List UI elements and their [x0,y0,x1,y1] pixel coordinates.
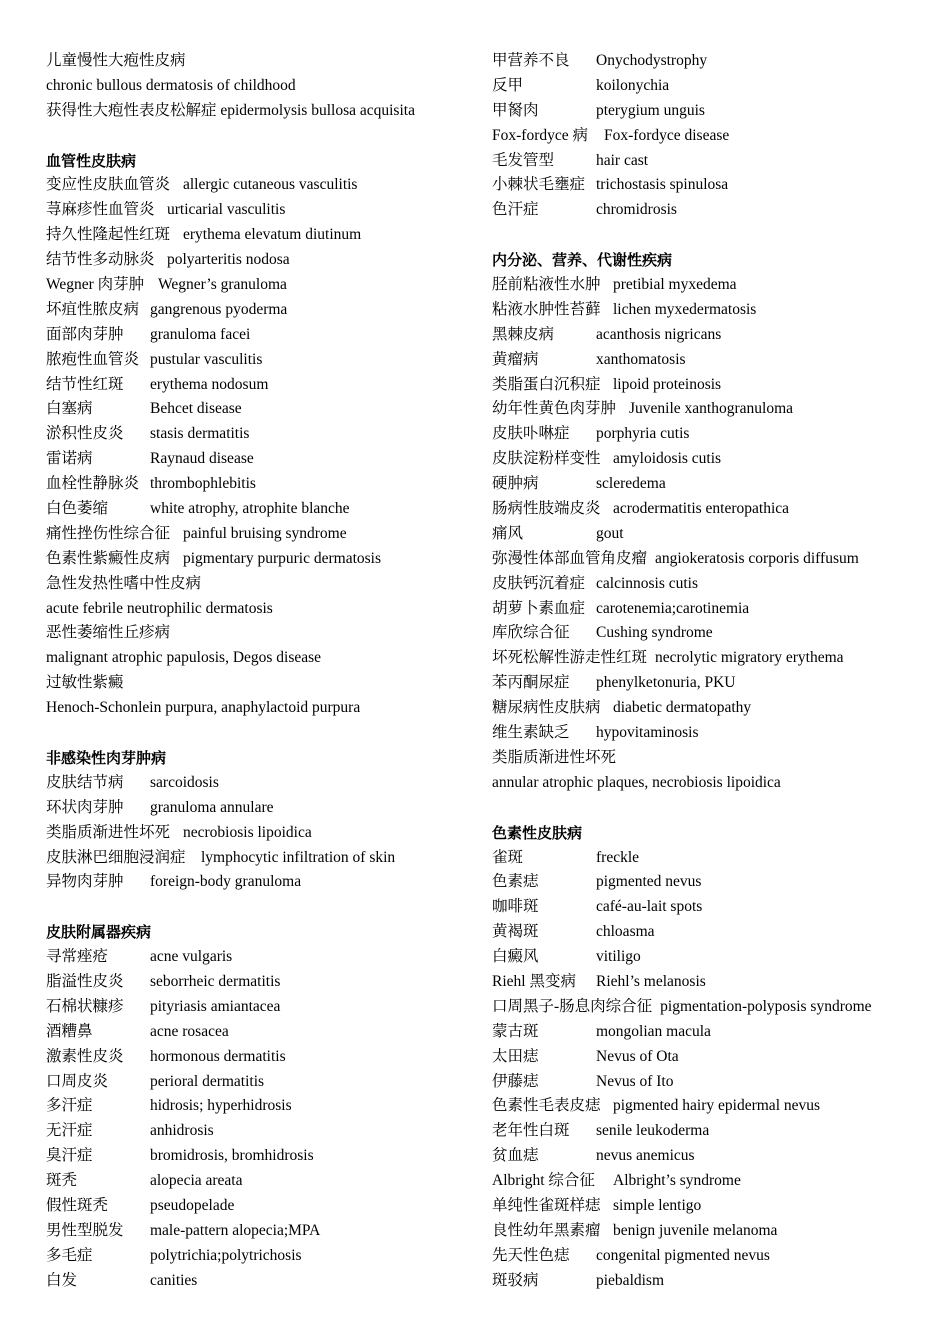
term-english: Juvenile xanthogranuloma [629,400,793,418]
term-chinese: 环状肉芽肿 [46,798,124,816]
term-line: 恶性萎缩性丘疹病 [46,624,171,642]
term-chinese: 痛风 [492,524,524,542]
term-chinese: 皮肤淀粉样变性 [492,450,601,468]
term-english: polytrichia;polytrichosis [150,1246,302,1264]
term-row [492,99,932,124]
term-english: congenital pigmented nevus [596,1246,770,1264]
term-line: annular atrophic plaques, necrobiosis lipoidica [492,773,781,791]
term-chinese: 贫血痣 [492,1147,539,1165]
term-row [492,1269,932,1294]
term-english: scleredema [596,475,666,493]
right-column [492,49,932,1294]
term-row [492,173,932,198]
term-row [46,1094,476,1119]
term-chinese: 变应性皮肤血管炎 [46,176,171,194]
term-chinese: 胡萝卜素血症 [492,599,586,617]
term-row [492,124,932,149]
term-row [46,173,476,198]
term-chinese: 脓疱性血管炎 [46,350,140,368]
term-chinese: 淤积性皮炎 [46,425,124,443]
term-row [46,348,476,373]
term-english: pterygium unguis [596,101,705,119]
term-row [492,522,932,547]
term-english: phenylketonuria, PKU [596,674,736,692]
term-english: Cushing syndrome [596,624,713,642]
term-english: café-au-lait spots [596,898,703,916]
term-english: necrobiosis lipoidica [183,823,312,841]
term-row [46,796,476,821]
term-english: pigmented hairy epidermal nevus [613,1097,821,1115]
term-english: piebaldism [596,1271,665,1289]
term-chinese: 痛性挫伤性综合征 [46,524,171,542]
term-chinese: 假性斑秃 [46,1196,109,1214]
term-chinese: 色汗症 [492,201,539,219]
term-chinese: 石棉状糠疹 [46,997,124,1015]
term-chinese: 先天性色痣 [492,1246,570,1264]
term-english: angiokeratosis corporis diffusum [655,549,859,567]
term-row [46,1244,476,1269]
term-english: xanthomatosis [596,350,686,368]
term-english: anhidrosis [150,1122,214,1140]
term-chinese: 毛发管型 [492,151,555,169]
term-line: Henoch-Schonlein purpura, anaphylactoid purpura [46,699,361,717]
term-line: 获得性大疱性表皮松解症 epidermolysis bullosa acquisita [46,101,415,119]
term-row [492,846,932,871]
term-row [492,1045,932,1070]
term-chinese: 皮肤钙沉着症 [492,574,586,592]
term-english: diabetic dermatopathy [613,699,752,717]
term-row [492,597,932,622]
left-column [46,49,476,1294]
term-english: alopecia areata [150,1172,243,1190]
term-row [492,373,932,398]
term-english: Riehl’s melanosis [596,972,706,990]
term-chinese: 太田痣 [492,1047,539,1065]
term-chinese: Riehl 黑变病 [492,972,576,990]
term-row [46,298,476,323]
term-chinese: 白发 [46,1271,78,1289]
term-chinese: 皮肤淋巴细胞浸润症 [46,848,186,866]
term-chinese: 皮肤结节病 [46,773,124,791]
term-row [46,1070,476,1095]
term-english: mongolian macula [596,1022,711,1040]
term-row [46,223,476,248]
term-chinese: 斑秃 [46,1172,78,1190]
term-row [492,721,932,746]
term-row [46,995,476,1020]
term-english: lichen myxedermatosis [613,300,757,318]
term-english: koilonychia [596,76,670,94]
term-english: acrodermatitis enteropathica [613,500,790,518]
term-row [492,895,932,920]
term-row [46,821,476,846]
term-chinese: 白色萎缩 [46,500,109,518]
term-chinese: 雀斑 [492,848,524,866]
term-row [46,870,476,895]
term-row [46,273,476,298]
term-english: Raynaud disease [150,450,254,468]
term-line: malignant atrophic papulosis, Degos disease [46,649,322,667]
section-heading: 非感染性肉芽肿病 [46,748,167,767]
term-row [492,1070,932,1095]
term-row [492,970,932,995]
term-english: canities [150,1271,198,1289]
term-english: gout [596,524,624,542]
term-row [492,472,932,497]
term-row [492,646,932,671]
section-heading: 血管性皮肤病 [46,151,137,170]
section-heading: 皮肤附属器疾病 [46,923,152,942]
term-english: benign juvenile melanoma [613,1221,778,1239]
section-heading: 内分泌、营养、代谢性疾病 [492,251,673,270]
term-english: erythema nodosum [150,375,269,393]
term-chinese: 黄褐斑 [492,923,539,941]
term-english: pustular vasculitis [150,350,263,368]
term-chinese: 小棘状毛壅症 [492,176,586,194]
term-row [492,1020,932,1045]
term-row [46,1020,476,1045]
term-chinese: 维生素缺乏 [492,724,570,742]
term-english: pretibial myxedema [613,276,737,294]
term-line: 类脂质渐进性坏死 [492,748,617,766]
term-row [46,248,476,273]
term-chinese: 脂溢性皮炎 [46,972,124,990]
term-chinese: 口周黑子-肠息肉综合征 [492,997,653,1015]
term-english: vitiligo [596,948,641,966]
term-row [46,1045,476,1070]
term-english: gangrenous pyoderma [150,300,288,318]
term-row [492,298,932,323]
term-chinese: 色素痣 [492,873,539,891]
term-english: lipoid proteinosis [613,375,722,393]
term-row [492,920,932,945]
term-chinese: Albright 综合征 [492,1172,595,1190]
term-line: acute febrile neutrophilic dermatosis [46,599,273,617]
term-english: acne rosacea [150,1022,229,1040]
term-chinese: 单纯性雀斑样痣 [492,1196,601,1214]
term-chinese: 臭汗症 [46,1147,93,1165]
term-row [492,1169,932,1194]
term-english: senile leukoderma [596,1122,710,1140]
term-chinese: 弥漫性体部血管角皮瘤 [492,549,648,567]
term-chinese: 伊藤痣 [492,1072,539,1090]
term-row [46,970,476,995]
term-row [46,323,476,348]
term-chinese: 多汗症 [46,1097,93,1115]
term-row [46,945,476,970]
term-english: pigmentary purpuric dermatosis [183,549,382,567]
term-row [492,273,932,298]
term-row [46,771,476,796]
term-row [492,323,932,348]
term-chinese: 幼年性黄色肉芽肿 [492,400,617,418]
term-english: acanthosis nigricans [596,325,722,343]
term-chinese: 苯丙酮尿症 [492,674,570,692]
term-chinese: 咖啡斑 [492,898,539,916]
term-chinese: 持久性隆起性红斑 [46,226,171,244]
term-row [492,621,932,646]
term-chinese: 无汗症 [46,1122,93,1140]
term-chinese: 粘液水肿性苔藓 [492,300,601,318]
term-english: pigmented nevus [596,873,702,891]
term-line: 过敏性紫癜 [46,674,124,692]
term-english: simple lentigo [613,1196,702,1214]
term-english: perioral dermatitis [150,1072,265,1090]
term-english: urticarial vasculitis [167,201,286,219]
term-chinese: 肠病性肢端皮炎 [492,500,601,518]
term-english: chloasma [596,923,655,941]
term-row [46,846,476,871]
term-english: porphyria cutis [596,425,690,443]
term-line: 儿童慢性大疱性皮病 [46,52,186,69]
term-chinese: 酒糟鼻 [46,1022,93,1040]
term-row [492,74,932,99]
term-row [492,1219,932,1244]
term-chinese: Fox-fordyce 病 [492,126,588,144]
term-english: lymphocytic infiltration of skin [201,848,396,866]
term-english: freckle [596,848,640,866]
term-english: seborrheic dermatitis [150,972,281,990]
term-row [492,1144,932,1169]
blank-line [46,895,476,920]
term-chinese: 结节性多动脉炎 [46,251,155,269]
term-row [46,497,476,522]
term-chinese: 色素性紫癜性皮病 [46,549,171,567]
term-row [492,1119,932,1144]
term-row [46,1119,476,1144]
term-chinese: Wegner 肉芽肿 [46,276,145,294]
term-english: foreign-body granuloma [150,873,302,891]
term-english: Nevus of Ito [596,1072,674,1090]
term-row [46,547,476,572]
term-row [46,1144,476,1169]
term-english: granuloma facei [150,325,251,343]
term-english: erythema elevatum diutinum [183,226,362,244]
term-english: Albright’s syndrome [613,1172,741,1190]
term-chinese: 异物肉芽肿 [46,873,124,891]
term-chinese: 库欣综合征 [492,624,570,642]
term-chinese: 男性型脱发 [46,1221,124,1239]
term-chinese: 皮肤卟啉症 [492,425,570,443]
term-row [492,149,932,174]
term-english: hair cast [596,151,649,169]
term-chinese: 黄瘤病 [492,350,539,368]
term-chinese: 硬肿病 [492,475,539,493]
term-english: hypovitaminosis [596,724,699,742]
term-row [46,472,476,497]
term-row [492,572,932,597]
term-english: Nevus of Ota [596,1047,679,1065]
blank-line [492,796,932,821]
term-english: bromidrosis, bromhidrosis [150,1147,314,1165]
term-english: pigmentation-polyposis syndrome [660,997,872,1015]
term-english: granuloma annulare [150,798,274,816]
term-row [492,348,932,373]
term-chinese: 老年性白斑 [492,1122,570,1140]
term-row [46,373,476,398]
term-line: 急性发热性嗜中性皮病 [46,574,202,592]
blank-line [46,124,476,149]
term-chinese: 雷诺病 [46,450,93,468]
term-chinese: 结节性红斑 [46,375,124,393]
term-chinese: 糖尿病性皮肤病 [492,699,601,717]
term-chinese: 蒙古斑 [492,1022,539,1040]
term-row [46,1269,476,1294]
term-english: Behcet disease [150,400,242,418]
term-english: polyarteritis nodosa [167,251,290,269]
term-chinese: 黑棘皮病 [492,325,555,343]
term-english: nevus anemicus [596,1147,695,1165]
term-english: pityriasis amiantacea [150,997,281,1015]
term-chinese: 甲胬肉 [492,101,539,119]
term-english: chromidrosis [596,201,677,219]
term-chinese: 类脂蛋白沉积症 [492,375,601,393]
term-row [46,522,476,547]
term-english: amyloidosis cutis [613,450,722,468]
term-chinese: 白癜风 [492,948,539,966]
term-row [492,945,932,970]
term-line: chronic bullous dermatosis of childhood [46,76,296,94]
term-row [46,422,476,447]
term-row [492,995,932,1020]
term-english: hidrosis; hyperhidrosis [150,1097,292,1115]
term-chinese: 坏死松解性游走性红斑 [492,649,648,667]
term-row [492,49,932,74]
term-chinese: 面部肉芽肿 [46,325,124,343]
term-english: acne vulgaris [150,948,233,966]
term-row [46,447,476,472]
term-english: trichostasis spinulosa [596,176,729,194]
term-english: Fox-fordyce disease [604,126,730,144]
term-row [492,696,932,721]
term-chinese: 甲营养不良 [492,52,570,69]
term-english: painful bruising syndrome [183,524,347,542]
term-chinese: 胫前粘液性水肿 [492,276,601,294]
term-chinese: 激素性皮炎 [46,1047,124,1065]
term-english: thrombophlebitis [150,475,256,493]
term-english: male-pattern alopecia;MPA [150,1221,321,1239]
term-chinese: 色素性毛表皮痣 [492,1097,601,1115]
term-row [46,1194,476,1219]
blank-line [46,721,476,746]
term-row [492,397,932,422]
term-chinese: 白塞病 [46,400,93,418]
term-chinese: 多毛症 [46,1246,93,1264]
term-chinese: 寻常痤疮 [46,948,109,966]
term-row [492,1244,932,1269]
term-chinese: 斑驳病 [492,1271,539,1289]
term-row [492,1094,932,1119]
term-row [492,198,932,223]
term-chinese: 反甲 [492,76,524,94]
term-chinese: 血栓性静脉炎 [46,475,140,493]
term-chinese: 荨麻疹性血管炎 [46,201,155,219]
term-english: Onychodystrophy [596,52,708,69]
term-english: calcinnosis cutis [596,574,699,592]
term-row [492,497,932,522]
term-row [492,447,932,472]
term-row [492,422,932,447]
term-english: allergic cutaneous vasculitis [183,176,358,194]
term-chinese: 类脂质渐进性坏死 [46,823,171,841]
blank-line [492,223,932,248]
term-english: stasis dermatitis [150,425,250,443]
term-row [492,547,932,572]
term-english: pseudopelade [150,1196,235,1214]
term-chinese: 口周皮炎 [46,1072,109,1090]
term-english: hormonous dermatitis [150,1047,286,1065]
term-row [46,1219,476,1244]
term-english: carotenemia;carotinemia [596,599,750,617]
term-english: white atrophy, atrophite blanche [150,500,350,518]
term-english: necrolytic migratory erythema [655,649,844,667]
term-row [46,1169,476,1194]
term-row [492,870,932,895]
term-row [46,198,476,223]
term-chinese: 良性幼年黑素瘤 [492,1221,601,1239]
section-heading: 色素性皮肤病 [492,823,583,842]
term-row [46,397,476,422]
term-row [492,1194,932,1219]
term-row [492,671,932,696]
term-english: sarcoidosis [150,773,219,791]
term-chinese: 坏疽性脓皮病 [46,300,140,318]
term-english: Wegner’s granuloma [158,276,287,294]
